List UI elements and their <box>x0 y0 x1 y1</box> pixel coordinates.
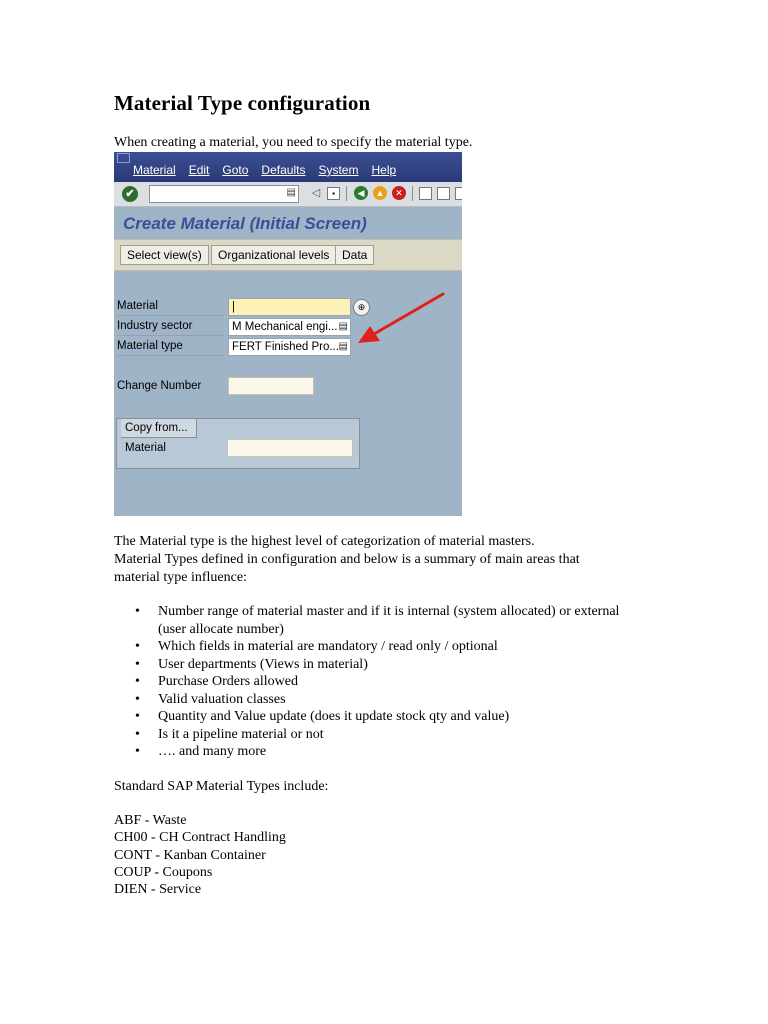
menu-defaults[interactable]: Defaults <box>261 163 306 177</box>
find-icon[interactable] <box>437 187 450 200</box>
material-type-value: FERT Finished Pro... <box>232 341 339 353</box>
intro-text: When creating a material, you need to specify the material type. <box>114 135 473 150</box>
paragraph-2-line-2: material type influence: <box>114 570 247 585</box>
cancel-icon[interactable]: ✕ <box>392 186 406 200</box>
back-nav-icon[interactable]: ◁ <box>311 187 321 199</box>
change-number-input[interactable] <box>228 377 314 395</box>
influence-list <box>114 603 718 761</box>
menu-system[interactable]: System <box>318 163 359 177</box>
list-item: • Is it a pipeline material or not <box>135 726 324 742</box>
material-type-item: COUP - Coupons <box>114 864 213 880</box>
standard-types-heading: Standard SAP Material Types include: <box>114 779 329 794</box>
list-item: • Number range of material master and if it is internal (system allocated) or external <box>135 604 620 619</box>
copy-from-group <box>116 418 360 469</box>
material-type-item: CH00 - CH Contract Handling <box>114 830 286 846</box>
application-toolbar <box>114 239 462 271</box>
sap-menubar <box>114 152 462 182</box>
find-next-icon[interactable] <box>455 187 462 200</box>
material-type-field[interactable] <box>228 338 351 356</box>
list-item: • Quantity and Value update (does it update stock qty and value) <box>135 709 510 724</box>
red-arrow-icon <box>340 290 450 350</box>
sap-toolbar <box>114 182 462 207</box>
menu-goto[interactable]: Goto <box>222 163 249 177</box>
list-item: • Valid valuation classes <box>135 691 286 707</box>
menu-help[interactable]: Help <box>371 163 397 177</box>
enter-icon[interactable]: ✔ <box>122 186 138 202</box>
menu-edit[interactable]: Edit <box>188 163 210 177</box>
paragraph-1: The Material type is the highest level of categorization of material masters. <box>114 534 535 549</box>
copy-material-label: Material <box>125 442 166 454</box>
select-views-button[interactable]: Select view(s) <box>120 245 209 265</box>
industry-sector-value: M Mechanical engi... <box>232 321 338 333</box>
list-item: • Which fields in material are mandatory / read only / optional <box>135 639 498 654</box>
material-type-item: DIEN - Service <box>114 882 202 898</box>
industry-sector-field[interactable] <box>228 318 351 336</box>
material-type-item: ABF - Waste <box>114 813 187 828</box>
back-icon[interactable]: ◀ <box>354 186 368 200</box>
sap-menu <box>133 163 396 177</box>
paragraph-2-line-1: Material Types defined in configuration and below is a summary of main areas that <box>114 552 580 567</box>
print-icon[interactable] <box>419 187 432 200</box>
change-number-label: Change Number <box>117 380 202 392</box>
list-item: • …. and many more <box>135 744 267 759</box>
dropdown-icon[interactable]: ▤ <box>338 341 348 352</box>
industry-sector-label: Industry sector <box>117 317 224 336</box>
system-menu-icon[interactable] <box>117 153 130 163</box>
organizational-levels-button[interactable]: Organizational levels <box>211 245 336 265</box>
list-item: • User departments (Views in material) <box>135 656 368 672</box>
material-input[interactable]: | <box>228 298 351 316</box>
material-label: Material <box>117 297 224 316</box>
copy-from-tab: Copy from... <box>121 419 197 438</box>
data-button[interactable]: Data <box>335 245 374 265</box>
material-types-list <box>114 812 286 898</box>
command-help-icon[interactable]: ▤ <box>286 187 296 198</box>
dropdown-icon[interactable]: ▤ <box>338 321 348 332</box>
screen-title: Create Material (Initial Screen) <box>123 214 367 233</box>
list-item: • Purchase Orders allowed <box>135 674 298 689</box>
page-title: Material Type configuration <box>114 91 371 115</box>
save-icon[interactable]: ▪ <box>327 187 340 200</box>
search-help-icon[interactable]: ⊕ <box>353 299 370 316</box>
list-item-continuation: (user allocate number) <box>158 621 284 637</box>
material-type-item: CONT - Kanban Container <box>114 847 266 863</box>
command-field[interactable] <box>149 185 299 203</box>
exit-icon[interactable]: ▲ <box>373 186 387 200</box>
material-type-label: Material type <box>117 337 224 356</box>
menu-material[interactable]: Material <box>133 163 176 177</box>
copy-material-input[interactable] <box>227 439 353 457</box>
